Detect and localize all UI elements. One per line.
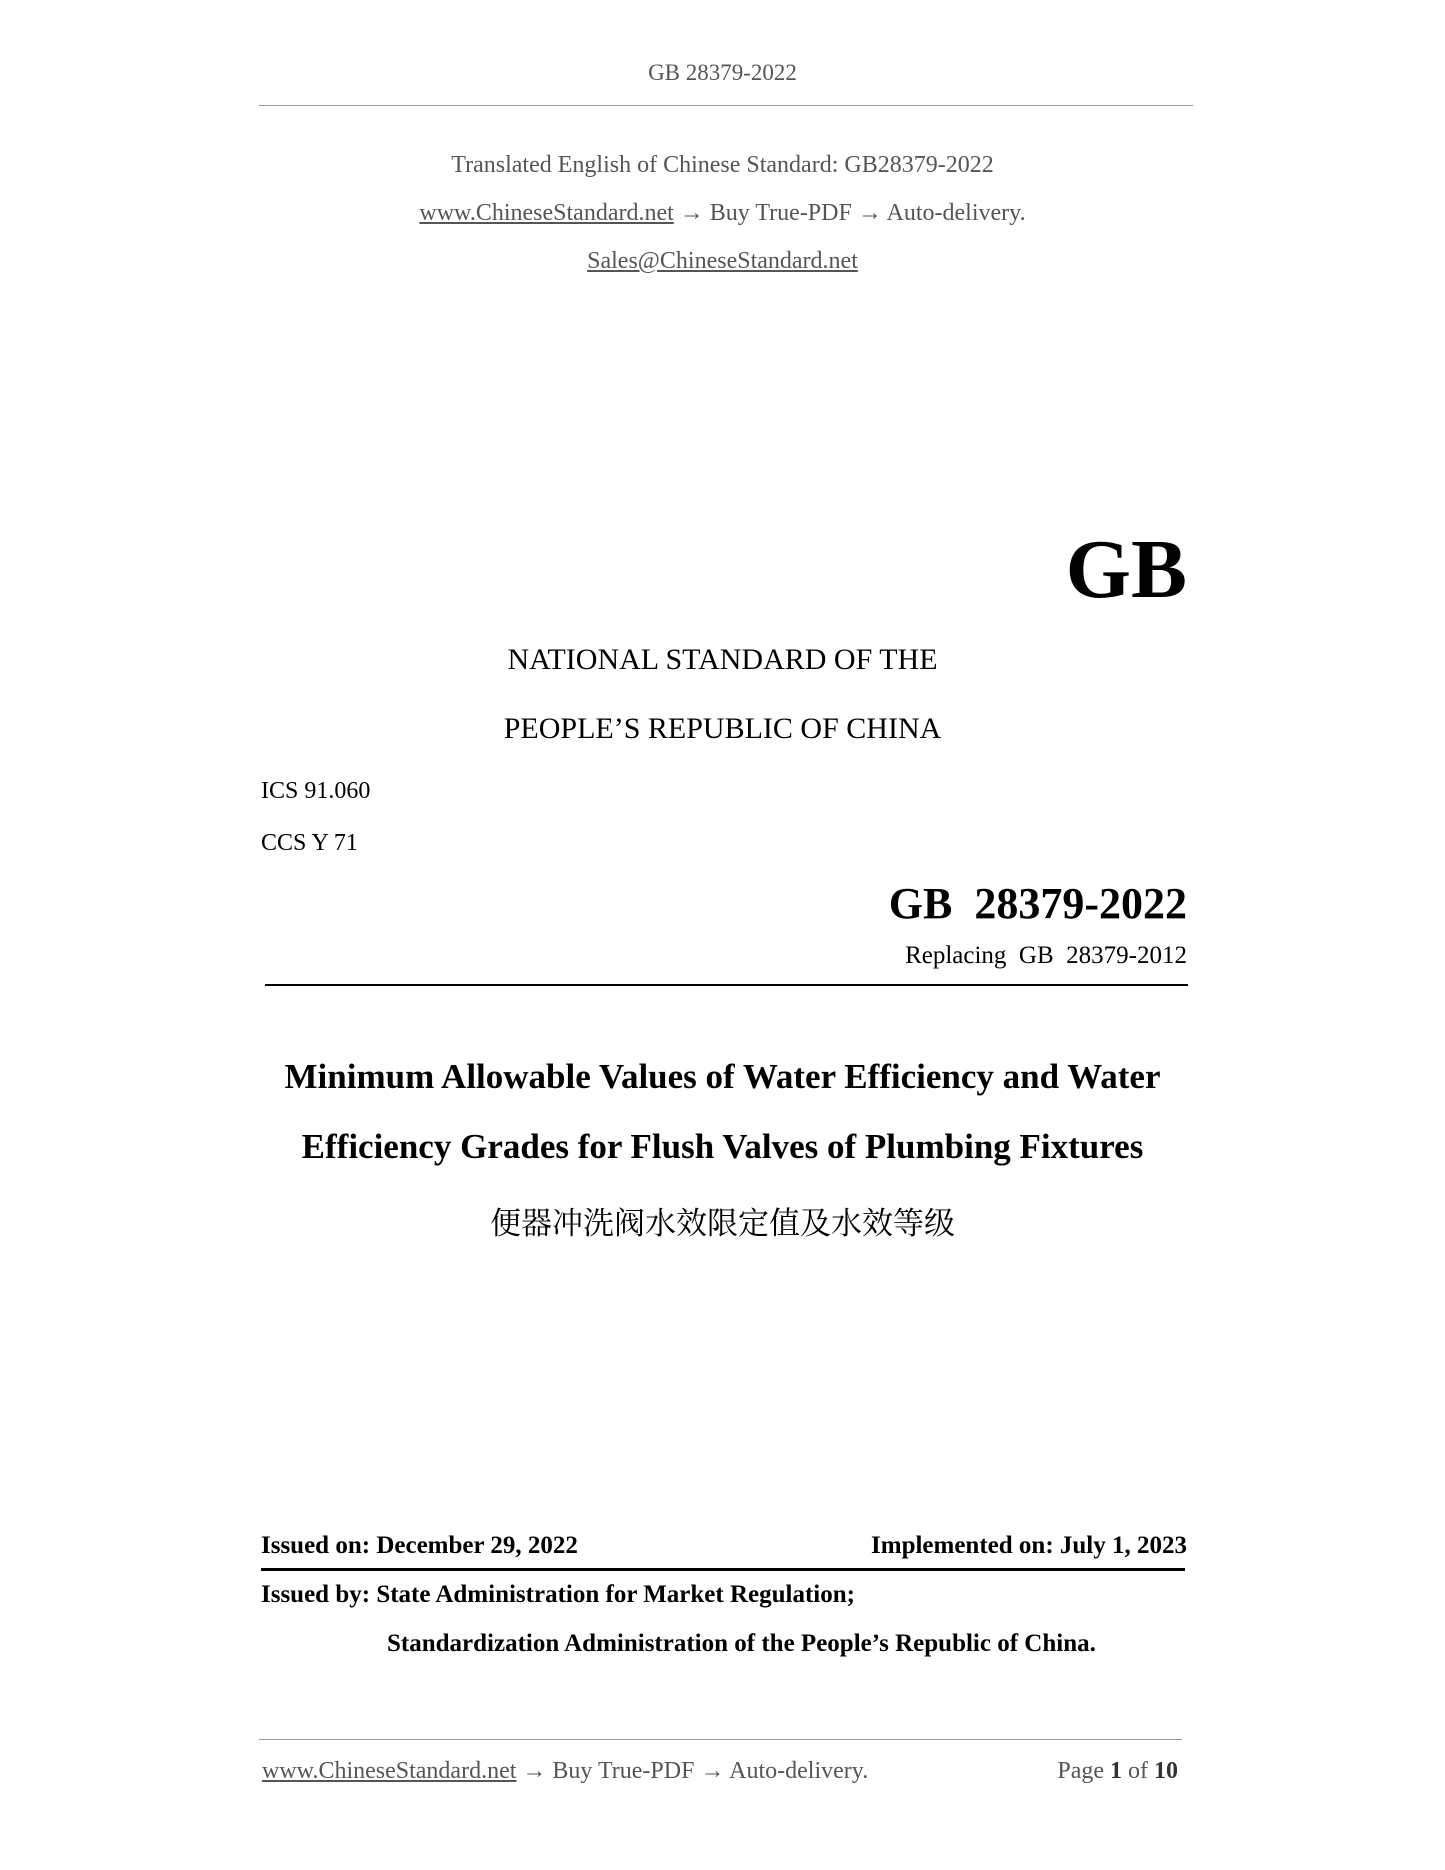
footer-divider bbox=[259, 1739, 1182, 1740]
page-number: 1 bbox=[1110, 1758, 1122, 1784]
running-header: GB 28379-2022 bbox=[648, 60, 797, 85]
of-label: of bbox=[1128, 1758, 1148, 1784]
implemented-on: Implemented on: July 1, 2023 bbox=[871, 1532, 1187, 1559]
title-en-line1: Minimum Allowable Values of Water Efficiency and Water bbox=[284, 1057, 1161, 1096]
arrow-icon: → bbox=[700, 1758, 725, 1784]
email-link[interactable]: Sales@ChineseStandard.net bbox=[587, 248, 858, 274]
replacing-standard: Replacing GB 28379-2012 bbox=[905, 942, 1187, 969]
issued-by: Issued by: State Administration for Market Regulation; bbox=[261, 1581, 855, 1608]
gb-logo: GB bbox=[1065, 523, 1187, 616]
arrow-icon: → bbox=[679, 200, 704, 226]
header-divider bbox=[259, 105, 1193, 106]
ccs-code: CCS Y 71 bbox=[261, 830, 358, 856]
footer-buy-true-pdf: Buy True-PDF bbox=[552, 1758, 695, 1784]
arrow-icon: → bbox=[857, 200, 882, 226]
standard-number: GB 28379-2022 bbox=[888, 879, 1187, 928]
banner-line3 bbox=[0, 248, 1445, 275]
banner-line2 bbox=[0, 200, 1445, 227]
arrow-icon: → bbox=[522, 1758, 547, 1784]
standard-divider bbox=[265, 984, 1188, 986]
footer-site-link[interactable]: www.ChineseStandard.net bbox=[262, 1758, 517, 1784]
banner-line1: Translated English of Chinese Standard: GB28379-2022 bbox=[451, 152, 994, 178]
national-standard-line1: NATIONAL STANDARD OF THE bbox=[507, 643, 938, 676]
issue-divider bbox=[261, 1568, 1185, 1571]
issued-by-2: Standardization Administration of the People’s Republic of China. bbox=[387, 1630, 1096, 1657]
footer-left bbox=[262, 1758, 868, 1785]
auto-delivery: Auto-delivery. bbox=[886, 200, 1026, 226]
national-standard-line2: PEOPLE’S REPUBLIC OF CHINA bbox=[503, 712, 942, 745]
page-label: Page bbox=[1057, 1758, 1104, 1784]
buy-true-pdf: Buy True-PDF bbox=[709, 200, 852, 226]
issued-on: Issued on: December 29, 2022 bbox=[261, 1532, 578, 1559]
page-indicator bbox=[1057, 1758, 1178, 1785]
title-en-line2: Efficiency Grades for Flush Valves of Plumbing Fixtures bbox=[301, 1127, 1144, 1166]
page-total: 10 bbox=[1154, 1758, 1178, 1784]
ics-code: ICS 91.060 bbox=[261, 778, 371, 804]
site-link[interactable]: www.ChineseStandard.net bbox=[419, 200, 674, 226]
footer-auto-delivery: Auto-delivery. bbox=[729, 1758, 869, 1784]
title-zh: 便器冲洗阀水效限定值及水效等级 bbox=[490, 1206, 955, 1242]
